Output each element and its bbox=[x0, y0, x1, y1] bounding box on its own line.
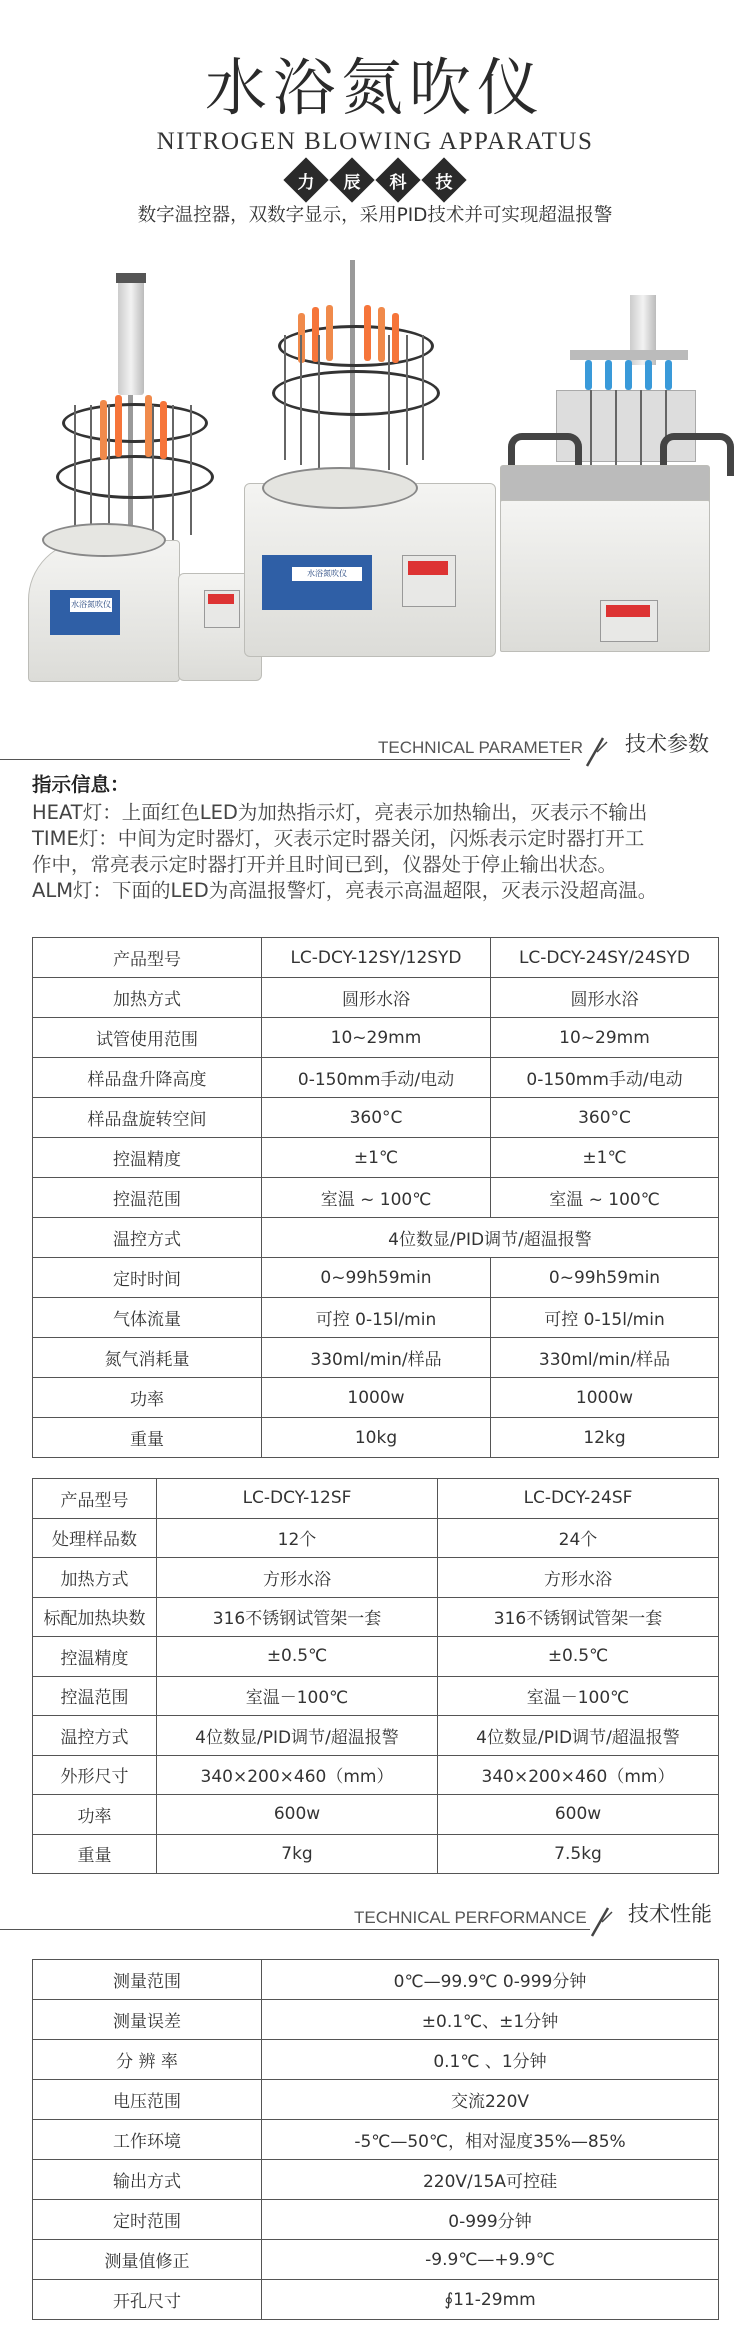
value-cell: 316不锈钢试管架一套 bbox=[438, 1597, 719, 1637]
table-row bbox=[33, 2280, 719, 2320]
value-cell: 10~29mm bbox=[262, 1018, 491, 1058]
value-cell: 0~99h59min bbox=[262, 1258, 491, 1298]
row-label-cell: 氮气消耗量 bbox=[33, 1338, 262, 1378]
table-row bbox=[33, 1676, 719, 1716]
table-row bbox=[33, 1298, 719, 1338]
value-cell: 330ml/min/样品 bbox=[262, 1338, 491, 1378]
row-label-cell: 产品型号 bbox=[33, 1479, 157, 1519]
performance-table-body bbox=[33, 1960, 719, 2320]
value-cell: -5℃—50℃，相对湿度35%—85% bbox=[262, 2120, 719, 2160]
row-label-cell: 外形尺寸 bbox=[33, 1755, 157, 1795]
spec-table-sf-body bbox=[33, 1479, 719, 1874]
row-label-cell: 控温精度 bbox=[33, 1138, 262, 1178]
value-cell: ∮11-29mm bbox=[262, 2280, 719, 2320]
value-cell: ±0.5℃ bbox=[157, 1637, 438, 1677]
product-photos: 水浴氮吹仪 水浴氮吹仪 bbox=[0, 255, 750, 695]
table-row bbox=[33, 1258, 719, 1298]
value-cell: ±0.1℃、±1分钟 bbox=[262, 2000, 719, 2040]
value-cell: 220V/15A可控硅 bbox=[262, 2160, 719, 2200]
brand-badges bbox=[0, 164, 750, 196]
row-label-cell: 控温精度 bbox=[33, 1637, 157, 1677]
value-cell: 24个 bbox=[438, 1518, 719, 1558]
table-row bbox=[33, 1479, 719, 1519]
table-row bbox=[33, 1418, 719, 1458]
row-label-cell: 温控方式 bbox=[33, 1716, 157, 1756]
value-cell: 10kg bbox=[262, 1418, 491, 1458]
table-row bbox=[33, 2040, 719, 2080]
indicator-info bbox=[32, 772, 732, 904]
value-cell: 12个 bbox=[157, 1518, 438, 1558]
table-row bbox=[33, 1378, 719, 1418]
table-row bbox=[33, 1338, 719, 1378]
row-label-cell: 功率 bbox=[33, 1795, 157, 1835]
value-cell: 7kg bbox=[157, 1834, 438, 1874]
value-cell: ±1℃ bbox=[491, 1138, 719, 1178]
table-row bbox=[33, 1755, 719, 1795]
table-row bbox=[33, 1218, 719, 1258]
spec-table-sy-body bbox=[33, 938, 719, 1458]
brand-badge: 科 bbox=[375, 157, 420, 202]
table-row bbox=[33, 1018, 719, 1058]
row-label-cell: 标配加热块数 bbox=[33, 1597, 157, 1637]
row-label-cell: 定时时间 bbox=[33, 1258, 262, 1298]
value-cell: 圆形水浴 bbox=[491, 978, 719, 1018]
value-cell: 340×200×460（mm） bbox=[157, 1755, 438, 1795]
value-cell: 10~29mm bbox=[491, 1018, 719, 1058]
row-label-cell: 测量值修正 bbox=[33, 2240, 262, 2280]
row-label-cell: 重量 bbox=[33, 1418, 262, 1458]
table-row bbox=[33, 1795, 719, 1835]
value-cell: ±1℃ bbox=[262, 1138, 491, 1178]
value-cell: 0-150mm手动/电动 bbox=[491, 1058, 719, 1098]
table-row bbox=[33, 2160, 719, 2200]
row-label-cell: 分 辨 率 bbox=[33, 2040, 262, 2080]
table-row bbox=[33, 1834, 719, 1874]
table-row bbox=[33, 978, 719, 1018]
table-row bbox=[33, 1518, 719, 1558]
value-cell: 方形水浴 bbox=[438, 1558, 719, 1598]
slash-divider-icon bbox=[588, 1904, 614, 1938]
row-label-cell: 温控方式 bbox=[33, 1218, 262, 1258]
table-row bbox=[33, 1058, 719, 1098]
slash-divider-icon bbox=[583, 734, 609, 768]
value-cell: 室温 ~ 100℃ bbox=[491, 1178, 719, 1218]
value-cell: 0~99h59min bbox=[491, 1258, 719, 1298]
table-row bbox=[33, 1960, 719, 2000]
row-label-cell: 输出方式 bbox=[33, 2160, 262, 2200]
table-row bbox=[33, 2000, 719, 2040]
row-label-cell: 测量误差 bbox=[33, 2000, 262, 2040]
value-cell: LC-DCY-12SF bbox=[157, 1479, 438, 1519]
table-row bbox=[33, 2240, 719, 2280]
row-label-cell: 工作环境 bbox=[33, 2120, 262, 2160]
table-row bbox=[33, 2080, 719, 2120]
row-label-cell: 产品型号 bbox=[33, 938, 262, 978]
value-cell: 可控 0-15l/min bbox=[262, 1298, 491, 1338]
page-subtitle: 数字温控器，双数字显示，采用PID技术并可实现超温报警 bbox=[137, 205, 613, 226]
value-cell: 600w bbox=[438, 1795, 719, 1835]
row-label-cell: 定时范围 bbox=[33, 2200, 262, 2240]
row-label-cell: 加热方式 bbox=[33, 978, 262, 1018]
value-cell: 4位数显/PID调节/超温报警 bbox=[262, 1218, 719, 1258]
table-row bbox=[33, 1138, 719, 1178]
table-row bbox=[33, 2200, 719, 2240]
value-cell: 1000w bbox=[262, 1378, 491, 1418]
row-label-cell: 样品盘升降高度 bbox=[33, 1058, 262, 1098]
spec-table-sf bbox=[32, 1478, 719, 1874]
value-cell: -9.9℃—+9.9℃ bbox=[262, 2240, 719, 2280]
value-cell: 600w bbox=[157, 1795, 438, 1835]
info-line: TIME灯：中间为定时器灯，灭表示定时器关闭，闪烁表示定时器打开工 bbox=[32, 827, 645, 850]
value-cell: 0.1℃ 、1分钟 bbox=[262, 2040, 719, 2080]
row-label-cell: 控温范围 bbox=[33, 1676, 157, 1716]
table-row bbox=[33, 938, 719, 978]
value-cell: LC-DCY-24SF bbox=[438, 1479, 719, 1519]
value-cell: 方形水浴 bbox=[157, 1558, 438, 1598]
value-cell: ±0.5℃ bbox=[438, 1637, 719, 1677]
value-cell: 室温－100℃ bbox=[438, 1676, 719, 1716]
row-label-cell: 电压范围 bbox=[33, 2080, 262, 2120]
row-label-cell: 处理样品数 bbox=[33, 1518, 157, 1558]
brand-badge: 辰 bbox=[329, 157, 374, 202]
table-row bbox=[33, 2120, 719, 2160]
value-cell: 7.5kg bbox=[438, 1834, 719, 1874]
performance-table bbox=[32, 1959, 719, 2320]
value-cell: 交流220V bbox=[262, 2080, 719, 2120]
value-cell: 360°C bbox=[262, 1098, 491, 1138]
section-header-performance: TECHNICAL PERFORMANCE 技术性能 bbox=[0, 1898, 750, 1938]
table-row bbox=[33, 1178, 719, 1218]
row-label-cell: 加热方式 bbox=[33, 1558, 157, 1598]
value-cell: 0℃—99.9℃ 0-999分钟 bbox=[262, 1960, 719, 2000]
value-cell: 0-150mm手动/电动 bbox=[262, 1058, 491, 1098]
value-cell: 4位数显/PID调节/超温报警 bbox=[438, 1716, 719, 1756]
value-cell: 330ml/min/样品 bbox=[491, 1338, 719, 1378]
row-label-cell: 开孔尺寸 bbox=[33, 2280, 262, 2320]
spec-table-sy bbox=[32, 937, 719, 1458]
value-cell: 0-999分钟 bbox=[262, 2200, 719, 2240]
page-title: 水浴氮吹仪 bbox=[204, 51, 545, 124]
info-line: 作中，常亮表示定时器打开并且时间已到，仪器处于停止输出状态。 bbox=[32, 853, 618, 876]
value-cell: 12kg bbox=[491, 1418, 719, 1458]
table-row bbox=[33, 1597, 719, 1637]
brand-badge: 力 bbox=[283, 157, 328, 202]
info-line: ALM灯：下面的LED为高温报警灯，亮表示高温超限，灭表示没超高温。 bbox=[32, 879, 658, 902]
page-title-en: NITROGEN BLOWING APPARATUS bbox=[156, 128, 594, 155]
row-label-cell: 控温范围 bbox=[33, 1178, 262, 1218]
table-row bbox=[33, 1558, 719, 1598]
value-cell: 4位数显/PID调节/超温报警 bbox=[157, 1716, 438, 1756]
info-title: 指示信息： bbox=[32, 773, 130, 796]
row-label-cell: 样品盘旋转空间 bbox=[33, 1098, 262, 1138]
row-label-cell: 重量 bbox=[33, 1834, 157, 1874]
table-row bbox=[33, 1716, 719, 1756]
row-label-cell: 功率 bbox=[33, 1378, 262, 1418]
value-cell: 圆形水浴 bbox=[262, 978, 491, 1018]
row-label-cell: 气体流量 bbox=[33, 1298, 262, 1338]
value-cell: 可控 0-15l/min bbox=[491, 1298, 719, 1338]
table-row bbox=[33, 1098, 719, 1138]
value-cell: 360°C bbox=[491, 1098, 719, 1138]
value-cell: 316不锈钢试管架一套 bbox=[157, 1597, 438, 1637]
table-row bbox=[33, 1637, 719, 1677]
brand-badge: 技 bbox=[421, 157, 466, 202]
info-line: HEAT灯：上面红色LED为加热指示灯，亮表示加热输出，灭表示不输出 bbox=[32, 801, 648, 824]
value-cell: 室温－100℃ bbox=[157, 1676, 438, 1716]
value-cell: 340×200×460（mm） bbox=[438, 1755, 719, 1795]
value-cell: LC-DCY-12SY/12SYD bbox=[262, 938, 491, 978]
value-cell: LC-DCY-24SY/24SYD bbox=[491, 938, 719, 978]
value-cell: 1000w bbox=[491, 1378, 719, 1418]
row-label-cell: 测量范围 bbox=[33, 1960, 262, 2000]
row-label-cell: 试管使用范围 bbox=[33, 1018, 262, 1058]
value-cell: 室温 ~ 100℃ bbox=[262, 1178, 491, 1218]
section-header-parameter: TECHNICAL PARAMETER 技术参数 bbox=[0, 728, 750, 768]
